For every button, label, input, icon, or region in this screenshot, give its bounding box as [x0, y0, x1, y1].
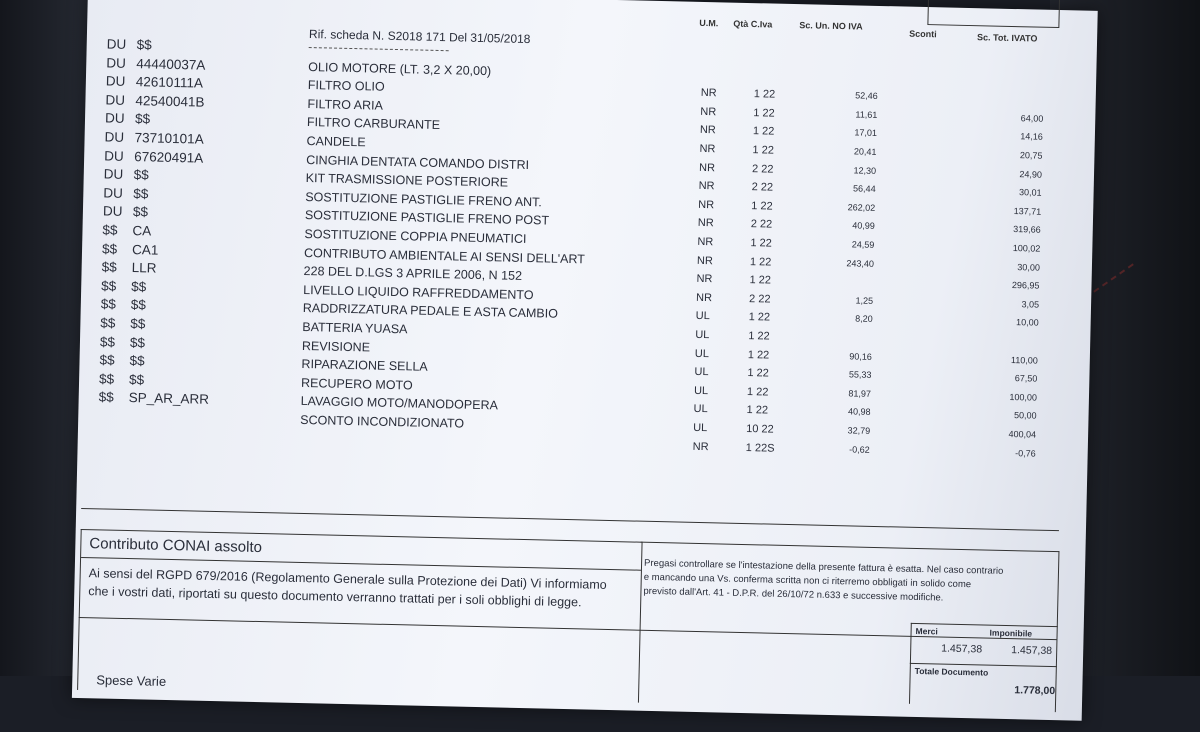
cell-total: -0,76 [1015, 447, 1036, 459]
cell-description: FILTRO CARBURANTE [306, 115, 441, 133]
cell-unit-price: 81,97 [848, 388, 872, 399]
header-box [927, 0, 1060, 28]
cell-unit-price: 262,02 [847, 202, 876, 213]
cell-unit: NR [697, 217, 714, 230]
pregasi-note: Pregasi controllare se l'intestazione della presente fattura è esatta. Nel caso contrario e mancando una Vs. conferma scritta non ci riterremo obbligati in solido come previsto dall'Art. 41 - D.P.R. del 26/10/72 n.633 e successive modifiche. [643, 557, 1004, 604]
cell-unit: UL [693, 403, 708, 416]
cell-code-a: DU [104, 110, 125, 127]
cell-qty-vat: 1 22 [747, 367, 769, 380]
footer-right-box [637, 542, 1060, 712]
cell-unit-price [836, 72, 878, 73]
cell-total [996, 75, 1044, 76]
spese-varie-label: Spese Varie [96, 672, 167, 689]
cell-qty-vat: 2 22 [750, 218, 773, 231]
cell-description: CANDELE [306, 134, 366, 150]
cell-qty-vat: 1 22 [748, 330, 770, 343]
cell-code-b: $$ [129, 353, 145, 369]
cell-description: SOSTITUZIONE PASTIGLIE FRENO ANT. [305, 189, 543, 210]
cell-qty-vat: 2 22 [748, 292, 771, 306]
cell-unit-price: 40,99 [852, 220, 875, 232]
cell-code-b: 44440037A [136, 55, 206, 73]
cell-code-a: DU [105, 73, 126, 90]
cell-code-a: DU [104, 148, 124, 164]
header-sconti: Sconti [909, 28, 937, 40]
cell-code-a: $$ [99, 333, 116, 350]
header-sc-un: Sc. Un. NO IVA [799, 20, 863, 32]
header-sc-tot: Sc. Tot. IVATO [976, 32, 1038, 44]
cell-code-b: $$ [132, 204, 149, 220]
cell-code-b: $$ [131, 278, 147, 295]
cell-total: 100,00 [1009, 391, 1038, 403]
cell-description: OLIO MOTORE (LT. 3,2 X 20,00) [308, 59, 492, 78]
cell-unit: NR [692, 440, 709, 453]
cell-code-a: DU [104, 129, 125, 145]
cell-code-b: $$ [136, 37, 152, 53]
cell-unit-price [832, 276, 874, 277]
cell-qty-vat: 1 22 [751, 199, 773, 213]
cell-unit-price: 20,41 [853, 146, 877, 157]
cell-total: 67,50 [1014, 373, 1038, 384]
cell-unit: UL [694, 347, 710, 360]
cell-unit-price: 11,61 [855, 109, 878, 120]
cell-description: CINGHIA DENTATA COMANDO DISTRI [306, 152, 530, 172]
cell-qty-vat: 10 22 [746, 423, 774, 436]
cell-description: 228 DEL D.LGS 3 APRILE 2006, N 152 [303, 264, 523, 284]
cell-code-a: $$ [99, 352, 115, 368]
cell-description: LAVAGGIO MOTO/MANODOPERA [300, 394, 499, 413]
imponibile-label: Imponibile [989, 627, 1033, 639]
cell-code-a: DU [103, 185, 124, 201]
cell-code-b: 42540041B [135, 92, 205, 110]
cell-description: SOSTITUZIONE PASTIGLIE FRENO POST [304, 208, 550, 228]
cell-code-a: $$ [101, 259, 117, 275]
cell-qty-vat: 2 22 [751, 181, 774, 194]
cell-description: BATTERIA YUASA [302, 319, 408, 337]
cell-unit: NR [700, 105, 717, 119]
cell-unit: UL [695, 310, 710, 323]
cell-unit: NR [695, 291, 713, 305]
cell-code-a: $$ [98, 389, 114, 406]
cell-description: FILTRO OLIO [307, 78, 385, 94]
cell-total: 64,00 [1020, 112, 1044, 124]
cell-unit: UL [693, 421, 708, 435]
cell-description: RECUPERO MOTO [300, 375, 413, 393]
cell-unit: NR [697, 235, 714, 249]
cell-unit-price: 32,79 [847, 425, 871, 436]
cell-qty-vat: 1 22 [749, 274, 772, 287]
cell-total: 10,00 [1016, 317, 1039, 329]
cell-qty-vat: 1 22 [749, 255, 772, 269]
cell-code-b: 42610111A [135, 74, 204, 91]
cell-description: SOSTITUZIONE COPPIA PNEUMATICI [304, 226, 527, 247]
totale-documento-box [909, 663, 1057, 707]
cell-code-b: $$ [130, 297, 147, 313]
cell-code-b: $$ [129, 334, 146, 350]
cell-unit: NR [699, 124, 716, 137]
cell-code-a: $$ [98, 371, 115, 387]
cell-code-a: $$ [102, 222, 118, 238]
cell-qty-vat: 1 22S [745, 441, 775, 455]
cell-code-a: DU [106, 55, 126, 71]
cell-code-b: 67620491A [134, 148, 204, 166]
cell-total: 14,16 [1020, 131, 1043, 143]
cell-unit-price: 8,20 [855, 313, 873, 325]
cell-unit: NR [698, 198, 715, 212]
cell-total: 50,00 [1013, 410, 1037, 422]
cell-total: 319,66 [1013, 224, 1041, 236]
cell-unit-price [830, 332, 872, 333]
cell-code-a: DU [105, 92, 126, 108]
cell-unit: UL [695, 328, 710, 342]
header-um: U.M. [699, 17, 719, 29]
cell-unit-price: 24,59 [851, 239, 875, 250]
cell-qty-vat: 1 22 [750, 237, 772, 250]
cell-qty-vat: 1 22 [752, 125, 775, 138]
merci-label: Merci [915, 625, 938, 637]
cell-code-b: 73710101A [134, 130, 204, 147]
cell-code-a: $$ [100, 296, 117, 313]
cell-unit: NR [696, 273, 713, 286]
header-qta-civa: Qtà C.Iva [733, 18, 773, 30]
cell-unit: NR [698, 180, 715, 193]
conai-note: Contributo CONAI assolto [81, 530, 641, 571]
cell-unit-price: 52,46 [855, 90, 878, 102]
cell-description: RIPARAZIONE SELLA [301, 357, 428, 374]
cell-description: SCONTO INCONDIZIONATO [300, 412, 465, 431]
cell-unit-price [837, 53, 879, 54]
cell-code-a: $$ [101, 278, 117, 294]
invoice-paper [72, 0, 1098, 721]
cell-description: LIVELLO LIQUIDO RAFFREDDAMENTO [303, 282, 534, 302]
cell-unit-price: 55,33 [848, 369, 872, 381]
cell-code-a: DU [106, 36, 127, 52]
cell-qty-vat: 2 22 [751, 162, 774, 176]
cell-qty-vat: 1 22 [753, 106, 775, 120]
cell-unit-price: 243,40 [846, 257, 875, 269]
cell-total: 400,04 [1008, 429, 1037, 440]
cell-unit: NR [699, 142, 716, 156]
cell-qty-vat: 1 22 [748, 311, 771, 324]
merci-imponibile-box [910, 623, 1058, 667]
cell-code-a: $$ [101, 240, 118, 257]
cell-total: 110,00 [1010, 354, 1038, 366]
footer-area [77, 508, 1059, 731]
cell-code-b: CA1 [131, 241, 159, 258]
cell-unit: NR [696, 254, 713, 267]
cell-unit: UL [693, 384, 709, 397]
cell-code-b: SP_AR_ARR [128, 390, 210, 408]
cell-total: 24,90 [1019, 168, 1043, 180]
cell-total: 30,01 [1018, 187, 1042, 198]
totale-value: 1.778,00 [1014, 684, 1056, 698]
cell-description: CONTRIBUTO AMBIENTALE AI SENSI DELL'ART [303, 245, 586, 266]
cell-code-b: CA [132, 223, 152, 239]
cell-total [990, 336, 1038, 337]
cell-description: REVISIONE [301, 338, 371, 355]
cell-total [997, 57, 1045, 58]
cell-unit-price: 1,25 [855, 295, 874, 306]
cell-unit: UL [694, 366, 709, 379]
imponibile-value: 1.457,38 [1011, 644, 1053, 658]
cell-total: 20,75 [1019, 150, 1043, 161]
rif-scheda: Rif. scheda N. S2018 171 Del 31/05/2018 [308, 27, 531, 47]
cell-qty-vat: 1 22 [746, 385, 769, 399]
cell-unit: NR [700, 87, 717, 100]
cell-code-a: DU [103, 166, 124, 183]
cell-qty-vat: 1 22 [746, 404, 769, 417]
cell-code-b: $$ [130, 316, 146, 332]
cell-description: KIT TRASMISSIONE POSTERIORE [305, 171, 509, 190]
cell-total: 296,95 [1011, 280, 1040, 291]
cell-qty-vat: 1 22 [752, 144, 775, 157]
cell-code-a: $$ [100, 315, 116, 331]
cell-unit-price: 90,16 [849, 350, 872, 362]
merci-value: 1.457,38 [941, 642, 983, 656]
cell-description: FILTRO ARIA [307, 96, 384, 113]
footer-left-box [77, 529, 643, 703]
cell-unit-price: -0,62 [849, 443, 870, 455]
cell-code-a: DU [102, 203, 123, 220]
cell-unit-price: 56,44 [853, 183, 876, 195]
cell-code-b: $$ [128, 371, 145, 388]
cell-code-b: $$ [133, 167, 149, 183]
cell-unit-price: 12,30 [853, 165, 877, 176]
cell-qty-vat: 1 22 [747, 348, 770, 362]
cell-code-b: $$ [133, 185, 149, 202]
cell-unit-price: 17,01 [854, 127, 878, 139]
cell-qty-vat: 1 22 [753, 88, 776, 101]
totale-label: Totale Documento [914, 665, 989, 678]
privacy-notice: Ai sensi del RGPD 679/2016 (Regolamento Generale sulla Protezione dei Dati) Vi informiamo che i vostri dati, riportati su questo documento verranno trattati per i soli obblighi di legge. [88, 566, 607, 610]
cell-total: 100,02 [1012, 243, 1041, 254]
cell-unit: NR [698, 161, 716, 174]
cell-description: RADDRIZZATURA PEDALE E ASTA CAMBIO [302, 301, 559, 322]
cell-code-b: $$ [134, 111, 151, 127]
cell-total: 30,00 [1017, 261, 1041, 273]
cell-code-b: LLR [131, 260, 157, 276]
cell-unit-price: 40,98 [847, 406, 871, 418]
cell-total: 137,71 [1013, 205, 1042, 217]
cell-total: 3,05 [1021, 299, 1040, 310]
cell-total [996, 94, 1044, 95]
